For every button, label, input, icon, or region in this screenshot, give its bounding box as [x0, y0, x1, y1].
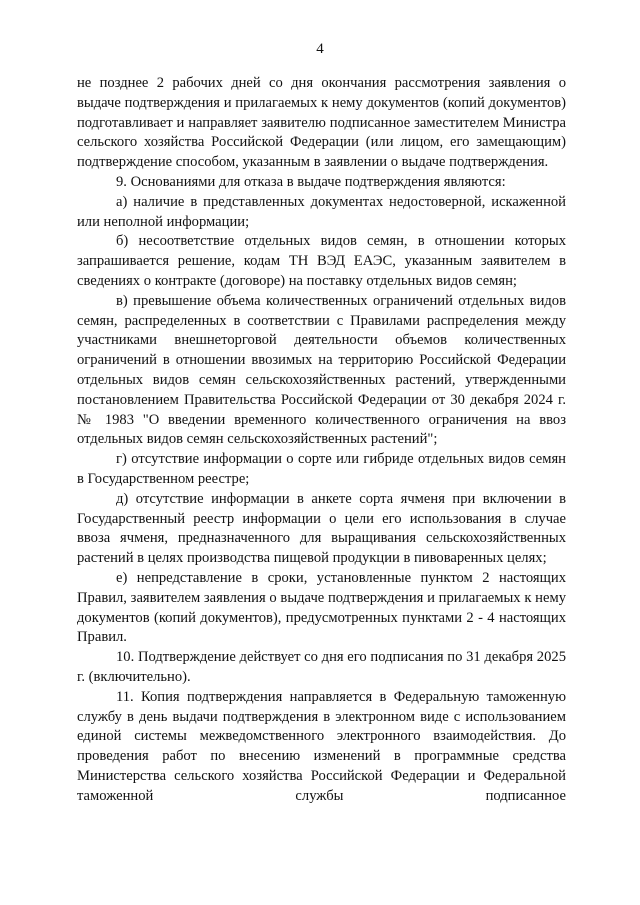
paragraph-11: 11. Копия подтверждения направляется в Федеральную таможенную службу в день выдачи подтверждения в электронном виде с использованием единой системы межведомственного электронного взаимодействия. До проведения работ по внесению изменений в программные средства Министерства сельского хозяйства Российской Федерации и Федеральной таможенной службы подписанное	[77, 688, 566, 804]
paragraph-9e: е) непредставление в сроки, установленные пунктом 2 настоящих Правил, заявителем заявления о выдаче подтверждения и прилагаемых к нему документов (копий документов), предусмотренных пунктами 2 - 4 настоящих Правил.	[77, 569, 566, 646]
page-number: 4	[316, 41, 324, 57]
paragraph-9: 9. Основаниями для отказа в выдаче подтверждения являются:	[116, 173, 506, 190]
document-body	[77, 74, 566, 806]
paragraph-9d: д) отсутствие информации в анкете сорта ячменя при включении в Государственный реестр информации о цели его использования в случае ввоза ячменя, предназначенного для выращивания сельскохозяйственных растений в целях производства пищевой продукции в пивоваренных целях;	[77, 490, 566, 567]
paragraph-9g: г) отсутствие информации о сорте или гибриде отдельных видов семян в Государственном реестре;	[77, 451, 566, 487]
paragraph-10: 10. Подтверждение действует со дня его подписания по 31 декабря 2025 г. (включительно).	[77, 649, 566, 685]
paragraph-9b: б) несоответствие отдельных видов семян, в отношении которых запрашивается решение, кодам ТН ВЭД ЕАЭС, указанным заявителем в сведениях о контракте (договоре) на поставку отдельных видов семян;	[77, 233, 566, 289]
paragraph-continuation: не позднее 2 рабочих дней со дня окончания рассмотрения заявления о выдаче подтверждения и прилагаемых к нему документов (копий документов) подготавливает и направляет заявителю подписанное заместителем Министра сельского хозяйства Российской Федерации (или лицом, его замещающим) подтверждение способом, указанным в заявлении о выдаче подтверждения.	[77, 75, 566, 171]
paragraph-9v: в) превышение объема количественных ограничений отдельных видов семян, распределенных в соответствии с Правилами распределения между участниками внешнеторговой деятельности объемов количественных ограничений в отношении ввозимых на территорию Российской Федерации отдельных видов семян сельскохозяйственных растений, утвержденными постановлением Правительства Российской Федерации от 30 декабря 2024 г. № 1983 "О введении временного количественного ограничения на ввоз отдельных видов семян сельскохозяйственных растений";	[77, 292, 566, 448]
paragraph-9a: а) наличие в представленных документах недостоверной, искаженной или неполной информации;	[77, 193, 566, 230]
